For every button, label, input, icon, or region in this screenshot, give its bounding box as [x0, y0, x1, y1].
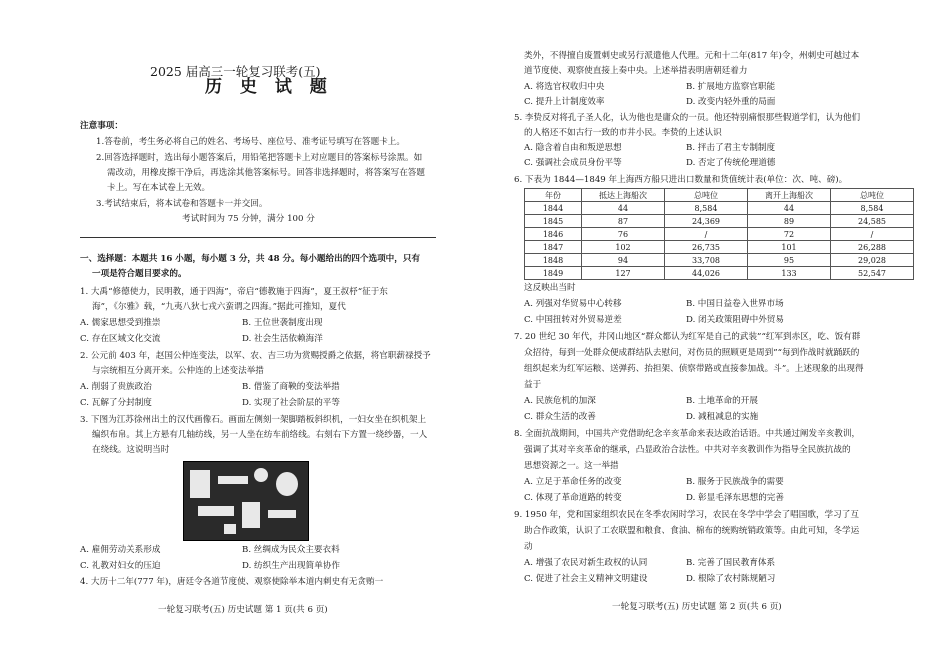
table-cell: 8,584 [665, 202, 748, 215]
table-cell: 127 [582, 267, 665, 280]
table-header-cell: 抵达上海船次 [582, 189, 665, 202]
option: D. 闭关政策阻碍中外贸易 [686, 315, 784, 325]
option: D. 否定了传统伦理道德 [686, 158, 776, 168]
table-cell: 102 [582, 241, 665, 254]
option: C. 中国扭转对外贸易逆差 [524, 315, 622, 325]
notice-line: 3.考试结束后，将本试卷和答题卡一并交回。 [96, 199, 268, 209]
question-1: 1. 大禹“修德使力，民明教，通于四海”，帝启“德教施于四海”，夏王叔杼“征于东 [80, 287, 388, 297]
question-6-tail: 这反映出当时 [524, 283, 576, 293]
question-8: 强调了其对辛亥革命的继承，凸显政治合法性。中共对辛亥教训作为指导全民族抗战的 [524, 445, 851, 455]
question-4-cont: 道节度使、观察使直接上奏中央。上述举措表明唐朝廷着力 [524, 66, 748, 76]
option: C. 瓦解了分封制度 [80, 398, 152, 408]
option: D. 改变内轻外重的局面 [686, 97, 776, 107]
option: C. 礼教对妇女的压迫 [80, 561, 161, 571]
option: A. 列强对华贸易中心转移 [524, 299, 622, 309]
question-2: 与宗统相互分离开来。公仲连的上述变法举措 [92, 366, 264, 376]
option: B. 王位世袭制度出现 [242, 318, 323, 328]
time-note: 考试时间为 75 分钟，满分 100 分 [182, 214, 315, 224]
option: D. 实现了社会阶层的平等 [242, 398, 340, 408]
table-row [525, 254, 914, 267]
option: A. 民族危机的加深 [524, 396, 596, 406]
option: D. 彰显毛泽东思想的完善 [686, 493, 784, 503]
option: B. 服务于民族战争的需要 [686, 477, 784, 487]
question-9: 9. 1950 年，党和国家组织农民在冬季农闲时学习，农民在冬学中学会了唱国歌，学习了互 [514, 510, 859, 520]
option: B. 借鉴了商鞅的变法举措 [242, 382, 340, 392]
table-cell: 133 [748, 267, 831, 280]
option: B. 土地革命的开展 [686, 396, 758, 406]
option: D. 社会生活依赖海洋 [242, 334, 323, 344]
section-heading: 一、选择题：本题共 16 小题，每小题 3 分，共 48 分。每小题给出的四个选项中，只有 [80, 254, 421, 264]
question-9: 助合作政策，认识了工农联盟和粮食、食油、棉布的统购统销政策等。由此可知，冬学运 [524, 526, 860, 536]
option: C. 强调社会成员身份平等 [524, 158, 622, 168]
question-1: 海”，《尔雅》载，“九夷八狄七戎六蛮谓之四海。”据此可推知，夏代 [92, 302, 346, 312]
table-cell: 87 [582, 215, 665, 228]
table-cell: 1849 [525, 267, 582, 280]
option: A. 将选官权收归中央 [524, 82, 605, 92]
table-cell: 8,584 [831, 202, 914, 215]
table-cell: 101 [748, 241, 831, 254]
table-cell: / [831, 228, 914, 241]
option: A. 削弱了贵族政治 [80, 382, 152, 392]
question-2: 2. 公元前 403 年，赵国公仲连变法，以军、农、吉三功为赏赐授爵之依据，将官职薪禄授予 [80, 351, 431, 361]
notice-line: 1.答卷前，考生务必将自己的姓名、考场号、座位号、准考证号填写在答题卡上。 [96, 137, 405, 147]
question-5: 的人格还不如古行一致的市井小民。李贽的上述认识 [524, 128, 722, 138]
option: A. 立足于革命任务的改变 [524, 477, 622, 487]
option: A. 增强了农民对新生政权的认同 [524, 558, 648, 568]
table-row [525, 202, 914, 215]
table-cell: 24,585 [831, 215, 914, 228]
option: B. 扩展地方监察官职能 [686, 82, 776, 92]
exam-title: 2025 届高三一轮复习联考(五) [150, 64, 321, 79]
table-cell: 1847 [525, 241, 582, 254]
table-cell: 95 [748, 254, 831, 267]
question-3: 编织布帛。其上方悬有几轴纺线，另一人坐在纺车前络线。右刻右下方置一绕纱器，一人 [92, 430, 428, 440]
table-cell: 24,369 [665, 215, 748, 228]
question-9: 动 [524, 542, 533, 552]
option: C. 提升上计制度效率 [524, 97, 605, 107]
option: C. 存在区域文化交流 [80, 334, 161, 344]
table-cell: 76 [582, 228, 665, 241]
question-7: 7. 20 世纪 30 年代，井冈山地区“群众都认为红军是自己的武装”“红军到赤区，吃、饭有群 [514, 332, 861, 342]
question-3: 在绕线。这说明当时 [92, 445, 170, 455]
notice-line: 卡上。写在本试卷上无效。 [107, 183, 211, 193]
table-cell: 1848 [525, 254, 582, 267]
section-heading: 一项是符合题目要求的。 [92, 269, 187, 279]
option: C. 体现了革命道路的转变 [524, 493, 622, 503]
table-cell: 72 [748, 228, 831, 241]
question-5: 5. 李贽反对将孔子圣人化，认为他也是庸众的一员。他还特别痛恨那些假道学们，认为他们 [514, 113, 861, 123]
page-footer: 一轮复习联考(五) 历史试题 第 2 页(共 6 页) [612, 602, 782, 612]
table-row [525, 215, 914, 228]
table-cell: 33,708 [665, 254, 748, 267]
notice-line: 2.回答选择题时，选出每小题答案后，用铅笔把答题卡上对应题目的答案标号涂黑。如 [96, 153, 423, 163]
option: A. 雇佣劳动关系形成 [80, 545, 161, 555]
option: C. 群众生活的改善 [524, 412, 596, 422]
option: A. 隐含着自由和叛逆思想 [524, 143, 622, 153]
table-cell: 26,735 [665, 241, 748, 254]
table-header-cell: 总吨位 [665, 189, 748, 202]
option: B. 抨击了君主专制制度 [686, 143, 776, 153]
question-7: 益于 [524, 380, 542, 390]
table-cell: 44 [582, 202, 665, 215]
page-footer: 一轮复习联考(五) 历史试题 第 1 页(共 6 页) [158, 605, 328, 615]
exam-subject: 历 史 试 题 [205, 77, 333, 97]
option: B. 中国日益卷入世界市场 [686, 299, 784, 309]
option: D. 减租减息的实施 [686, 412, 759, 422]
table-cell: 26,288 [831, 241, 914, 254]
table-header-cell: 总吨位 [831, 189, 914, 202]
table-row [525, 228, 914, 241]
table-cell: 44,026 [665, 267, 748, 280]
stone-relief-image [183, 461, 309, 541]
question-8: 思想资源之一。这一举措 [524, 461, 619, 471]
table-cell: 1846 [525, 228, 582, 241]
option: A. 儒家思想受到推崇 [80, 318, 161, 328]
option: B. 完善了国民教育体系 [686, 558, 776, 568]
table-cell: 89 [748, 215, 831, 228]
table-header-cell: 年份 [525, 189, 582, 202]
table-header-row [525, 189, 914, 202]
question-4-cont: 类外，不得擅自废置刺史或另行派遣他人代理。元和十二年(817 年)令，州刺史可越过本 [524, 51, 860, 61]
table-row [525, 241, 914, 254]
question-4: 4. 大历十二年(777 年)，唐廷令各道节度使、观察使除举本道内刺史有无贪贿一 [80, 577, 384, 587]
question-6: 6. 下表为 1844—1849 年上海西方船只进出口数量和货值统计表(单位：次、吨、磅)。 [514, 175, 848, 185]
table-cell: 44 [748, 202, 831, 215]
question-8: 8. 全面抗战期间，中国共产党借助纪念辛亥革命来表达政治话语。中共通过阐发辛亥教训， [514, 429, 861, 439]
notice-heading: 注意事项： [80, 121, 123, 131]
notice-line: 需改动，用橡皮擦干净后，再选涂其他答案标号。回答非选择题时，将答案写在答题 [107, 168, 425, 178]
table-cell: 94 [582, 254, 665, 267]
table-row [525, 267, 914, 280]
question-3: 3. 下图为江苏徐州出土的汉代画像石。画面左侧刻一架脚踏板斜织机，一妇女坐在织机架上 [80, 415, 427, 425]
option: D. 根除了农村陈规陋习 [686, 574, 776, 584]
option: D. 纺织生产出现简单协作 [242, 561, 340, 571]
option: C. 促进了社会主义精神文明建设 [524, 574, 648, 584]
divider-line [80, 237, 436, 238]
table-header-cell: 离开上海船次 [748, 189, 831, 202]
question-7: 组织起来为红军运粮、送弹药、抬担架、侦察带路或直接参加战。斗”。上述现象的出现得 [524, 364, 864, 374]
table-cell: 1844 [525, 202, 582, 215]
shipping-table [524, 188, 914, 280]
table-cell: 52,547 [831, 267, 914, 280]
table-cell: 29,028 [831, 254, 914, 267]
table-cell: / [665, 228, 748, 241]
option: B. 丝绸成为民众主要衣料 [242, 545, 340, 555]
question-7: 众招待，每到一处群众便成群结队去慰问，对伤员的照顾更是周到”“每到作战时就踊跃的 [524, 348, 860, 358]
table-cell: 1845 [525, 215, 582, 228]
